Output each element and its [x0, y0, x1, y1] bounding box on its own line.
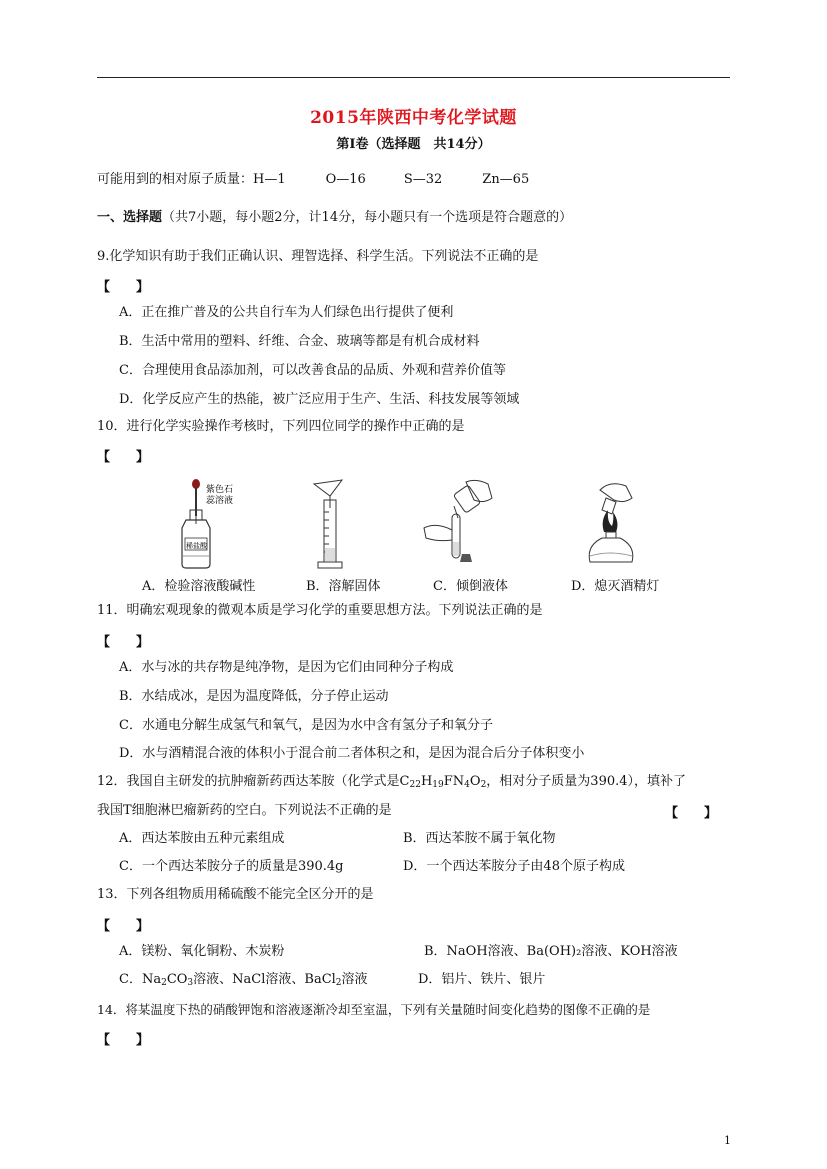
question-12-stem-line2: 我国T细胞淋巴瘤新药的空白。下列说法不正确的是 [97, 803, 392, 818]
wick-holder [606, 532, 616, 538]
test-tube-liquid [453, 542, 459, 556]
liquid-stream [454, 506, 458, 518]
atomic-mass-h: H—1 [253, 172, 286, 187]
question-11-answer-bracket: 【 】 [97, 635, 150, 650]
figure-c-pour-liquid [418, 476, 498, 568]
question-11-option-b: B．水结成冰，是因为温度降低，分子停止运动 [119, 689, 389, 704]
question-10-stem: 10．进行化学实验操作考核时，下列四位同学的操作中正确的是 [97, 419, 465, 434]
question-12-option-a: A．西达苯胺由五种元素组成 [119, 831, 285, 846]
bottle-stopper [460, 554, 472, 562]
formula-h: H [420, 774, 433, 789]
question-10-option-b: B．溶解固体 [306, 579, 381, 594]
page-title: 2015年陕西中考化学试题 [310, 108, 517, 128]
section-subtitle: 第Ⅰ卷（选择题 共14分） [336, 137, 491, 152]
question-12-stem [97, 773, 686, 794]
question-11-option-c: C．水通电分解生成氢气和氧气，是因为水中含有氢分子和氧分子 [119, 718, 493, 733]
question-10-option-a: A．检验溶液酸碱性 [142, 579, 256, 594]
question-13-option-a: A．镁粉、氧化铜粉、木炭粉 [119, 944, 285, 959]
question-12-stem-end: ，相对分子质量为390.4），填补了 [486, 774, 687, 789]
atomic-mass-line [97, 171, 529, 189]
question-11-stem: 11．明确宏观现象的微观本质是学习化学的重要思想方法。下列说法正确的是 [97, 603, 543, 618]
page-number: 1 [724, 1134, 731, 1147]
question-12-option-d: D．一个西达苯胺分子由48个原子构成 [403, 859, 625, 874]
figure-b-dissolve-solid [312, 478, 352, 570]
formula-sub: 19 [432, 780, 444, 790]
option-c-text: CO [166, 972, 188, 987]
atomic-mass-s: S—32 [403, 172, 443, 187]
question-10-option-d: D．熄灭酒精灯 [571, 579, 660, 594]
formula-sub: 3 [187, 978, 194, 988]
reagent-bottle [453, 485, 480, 513]
litmus-label-line2: 蕊溶液 [206, 496, 234, 506]
litmus-label-line1: 紫色石 [206, 485, 234, 495]
section-heading [97, 209, 572, 227]
atomic-mass-zn: Zn—65 [482, 172, 530, 187]
formula-sub: 2 [335, 978, 342, 988]
figure-d-extinguish-lamp [580, 476, 650, 568]
section-heading-note: （共7小题，每小题2分，计14分，每小题只有一个选项是符合题意的） [162, 210, 573, 225]
formula-fn: FN [443, 774, 465, 789]
question-9-stem: 9.化学知识有助于我们正确认识、理智选择、科学生活。下列说法不正确的是 [97, 249, 539, 264]
question-9-answer-bracket: 【 】 [97, 280, 150, 295]
question-10-option-c: C．倾倒液体 [433, 579, 508, 594]
formula-sub: 2 [161, 978, 167, 988]
funnel [314, 480, 342, 496]
question-12-option-b: B．西达苯胺不属于氧化物 [403, 831, 556, 846]
formula-c: C [399, 774, 410, 789]
lamp-body [589, 538, 633, 562]
bottle-label: 稀盐酸 [186, 542, 207, 550]
option-c-text: 溶液 [341, 972, 368, 987]
question-13-stem: 13．下列各组物质用稀硫酸不能完全区分开的是 [97, 887, 374, 902]
cylinder-base [318, 562, 342, 568]
atomic-mass-o: O—16 [325, 172, 366, 187]
figure-a-litmus-test [180, 478, 260, 570]
lamp-alcohol [590, 553, 632, 556]
question-9-option-c: C．合理使用食品添加剂，可以改善食品的品质、外观和营养价值等 [119, 363, 506, 378]
question-9-option-a: A．正在推广普及的公共自行车为人们绿色出行提供了便利 [119, 305, 454, 320]
formula-o: O [469, 774, 481, 789]
section-heading-label: 一、选择题 [97, 210, 163, 225]
hand [600, 484, 632, 502]
formula-sub: 22 [409, 780, 421, 790]
formula-sub: 2 [480, 780, 487, 790]
atomic-mass-label: 可能用到的相对原子质量： [97, 172, 254, 187]
option-c-text: C．Na [119, 972, 162, 987]
option-c-text: 溶液、NaCl溶液、BaCl [193, 972, 336, 987]
question-10-answer-bracket: 【 】 [97, 450, 150, 465]
dropper-bulb [192, 479, 200, 489]
question-9-option-d: D．化学反应产生的热能，被广泛应用于生产、生活、科技发展等领域 [119, 392, 520, 407]
question-11-option-d: D．水与酒精混合液的体积小于混合前二者体积之和，是因为混合后分子体积变小 [119, 746, 585, 761]
question-14-stem: 14．将某温度下热的硝酸钾饱和溶液逐渐冷却至室温，下列有关量随时间变化趋势的图像不正确的是 [97, 1002, 651, 1017]
cylinder-liquid [325, 548, 335, 561]
question-13-answer-bracket: 【 】 [97, 919, 150, 934]
question-9-option-b: B．生活中常用的塑料、纤维、合金、玻璃等都是有机合成材料 [119, 334, 480, 349]
formula-sub: 4 [464, 780, 470, 790]
question-12-stem-start: 12．我国自主研发的抗肿瘤新药西达苯胺（化学式是 [97, 774, 400, 789]
question-13-option-d: D．铝片、铁片、银片 [418, 972, 546, 987]
question-13-option-c [119, 971, 368, 992]
pouring-hand [466, 480, 492, 501]
question-14-answer-bracket: 【 】 [97, 1033, 150, 1048]
question-11-option-a: A．水与冰的共存物是纯净物，是因为它们由同种分子构成 [119, 660, 454, 675]
header-rule [97, 77, 730, 78]
question-12-answer-bracket: 【 】 [665, 806, 718, 821]
question-13-option-b: B．NaOH溶液、Ba(OH)₂溶液、KOH溶液 [424, 944, 678, 959]
holding-hand [424, 525, 452, 540]
question-12-option-c: C．一个西达苯胺分子的质量是390.4g [119, 859, 344, 874]
chemical-formula [400, 774, 487, 789]
